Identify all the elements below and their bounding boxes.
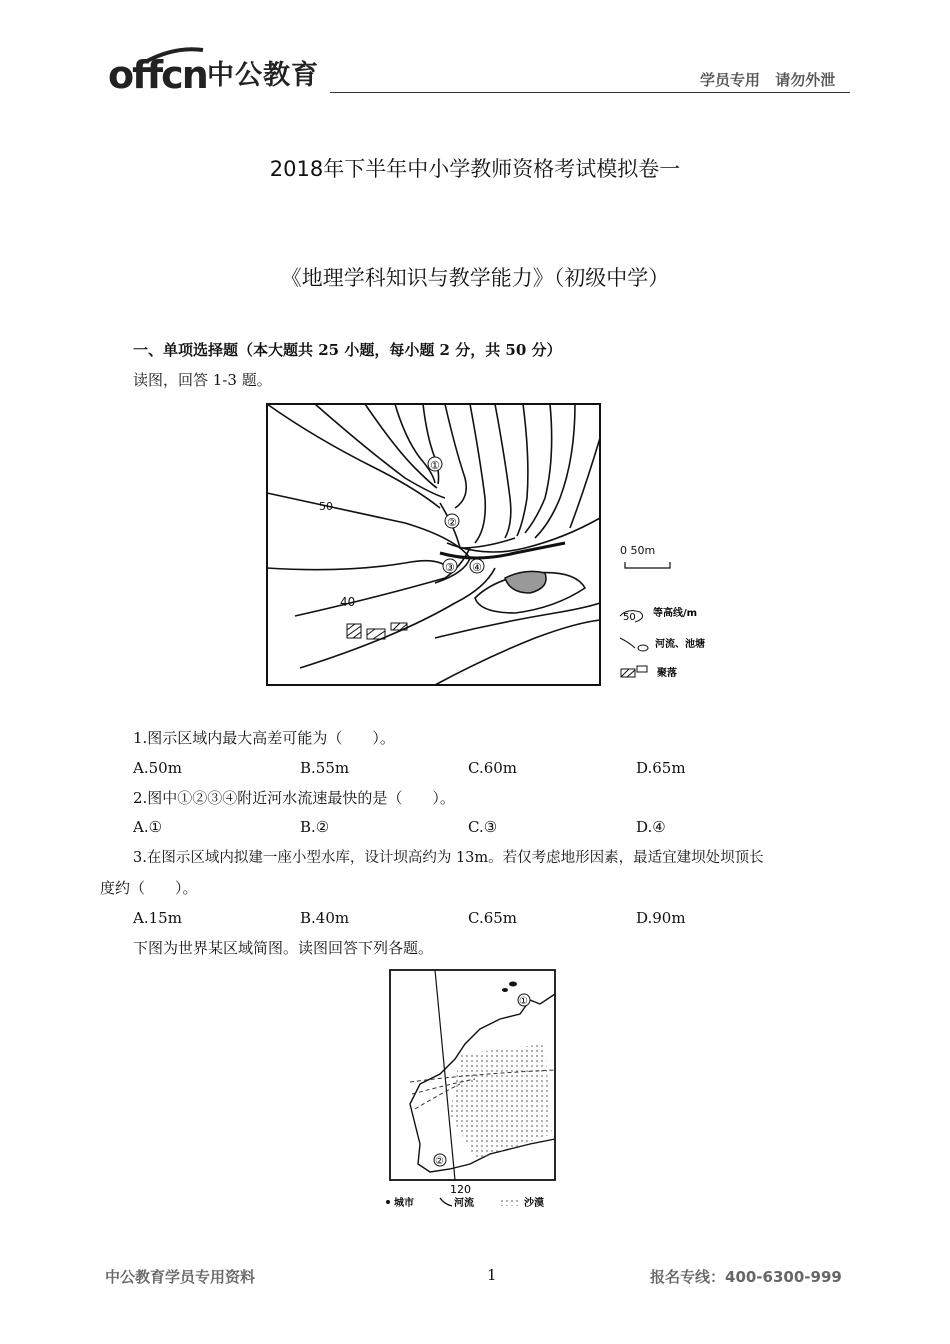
q2-option-d: D.④ bbox=[636, 818, 666, 836]
q3-option-c: C.65m bbox=[468, 909, 518, 927]
q2-option-c: C.③ bbox=[468, 818, 498, 836]
longitude-label: 120 bbox=[450, 1183, 471, 1196]
legend-settlement: 聚落 bbox=[657, 668, 677, 679]
scale-label: 0 50m bbox=[620, 544, 656, 557]
legend-river: 河流 bbox=[454, 1198, 474, 1209]
q2-option-b: B.② bbox=[300, 818, 330, 836]
legend-city: 城市 bbox=[394, 1198, 414, 1209]
marker-3: ③ bbox=[445, 561, 455, 574]
city-symbol-icon bbox=[386, 1200, 390, 1204]
marker-1: ① bbox=[430, 459, 440, 472]
section-heading: 一、单项选择题（本大题共 25 小题，每小题 2 分，共 50 分） bbox=[133, 341, 562, 359]
legend-river-pond: 河流、池塘 bbox=[655, 639, 705, 650]
marker-2: ② bbox=[447, 516, 457, 529]
contour-map bbox=[255, 398, 725, 693]
q3-option-a: A.15m bbox=[133, 909, 182, 927]
question-3-stem-line2: 度约（ ）。 bbox=[100, 879, 198, 897]
footer-left-text: 中公教育学员专用资料 bbox=[105, 1268, 256, 1286]
q1-option-d: D.65m bbox=[636, 759, 686, 777]
question-2-stem: 2.图中①②③④附近河水流速最快的是（ ）。 bbox=[133, 789, 455, 807]
question-1-stem: 1.图示区域内最大高差可能为（ ）。 bbox=[133, 729, 395, 747]
q3-option-b: B.40m bbox=[300, 909, 350, 927]
logo-latin-text: offcn bbox=[108, 53, 207, 97]
contour-label-50: 50 bbox=[319, 500, 333, 513]
instruction-1: 读图，回答 1-3 题。 bbox=[133, 371, 272, 389]
desert-symbol-icon bbox=[498, 1198, 520, 1206]
q1-option-a: A.50m bbox=[133, 759, 182, 777]
region-map bbox=[380, 964, 570, 1214]
logo-chinese-text: 中公教育 bbox=[207, 60, 319, 91]
region-marker-2: ② bbox=[435, 1156, 444, 1167]
q2-option-a: A.① bbox=[133, 818, 163, 836]
legend-contour-sample: 50 bbox=[623, 612, 636, 623]
document-subtitle: 《地理学科知识与教学能力》（初级中学） bbox=[280, 266, 670, 290]
contour-label-40: 40 bbox=[340, 595, 356, 609]
footer-hotline: 报名专线：400-6300-999 bbox=[650, 1268, 842, 1286]
header-notice: 学员专用 请勿外泄 bbox=[700, 71, 836, 89]
q3-option-d: D.90m bbox=[636, 909, 686, 927]
legend-desert: 沙漠 bbox=[524, 1198, 544, 1209]
q1-option-c: C.60m bbox=[468, 759, 518, 777]
river-symbol-icon bbox=[440, 1198, 452, 1206]
marker-4: ④ bbox=[472, 561, 482, 574]
document-title: 2018年下半年中小学教师资格考试模拟卷一 bbox=[269, 157, 681, 181]
page-number: 1 bbox=[487, 1266, 497, 1284]
q1-option-b: B.55m bbox=[300, 759, 350, 777]
question-3-stem-line1: 3.在图示区域内拟建一座小型水库，设计坝高约为 13m。若仅考虑地形因素，最适宜建坝处坝顶长 bbox=[133, 850, 764, 866]
header-rule bbox=[330, 92, 850, 93]
desert-area bbox=[450, 1044, 552, 1159]
region-marker-1: ① bbox=[519, 996, 528, 1007]
legend-contour: 等高线/m bbox=[653, 608, 698, 619]
scale-bar bbox=[625, 562, 670, 568]
instruction-2: 下图为世界某区域简图。读图回答下列各题。 bbox=[133, 939, 434, 957]
